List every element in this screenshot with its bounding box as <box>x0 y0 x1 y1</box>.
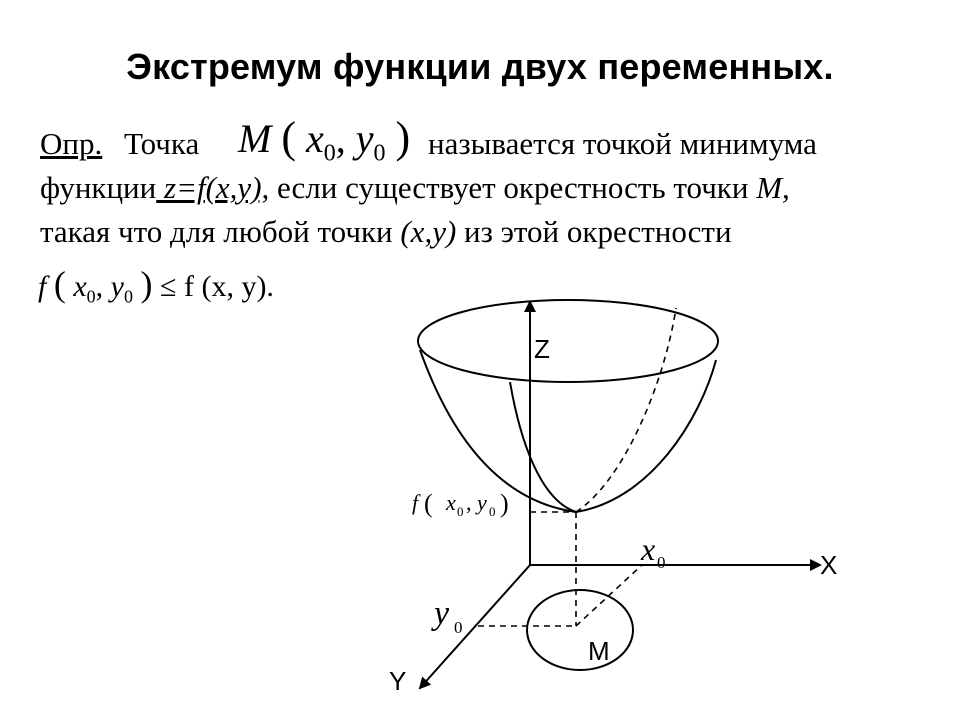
f-y: y <box>477 490 487 515</box>
paraboloid-rim <box>418 300 718 382</box>
neighbourhood-ellipse <box>527 590 633 670</box>
f-comma: , <box>466 490 472 515</box>
point-M-letter: M <box>238 116 272 161</box>
ineq-y: y <box>110 270 124 303</box>
z-axis-label: Z <box>534 334 550 364</box>
ineq-x-sub: 0 <box>86 286 96 307</box>
ineq-f: f <box>38 270 47 303</box>
x0-sub: 0 <box>657 553 666 572</box>
inequality: f ( $x_0$, $y_0$ ) ≤ f (x, y). <box>38 264 274 307</box>
y0-letter: y <box>434 595 450 632</box>
f-value-label <box>412 489 509 519</box>
y-axis-label: Y <box>389 666 407 696</box>
line2-function: z=f(x,y), <box>156 170 270 205</box>
line3-xy: (x,y) <box>400 214 457 249</box>
line2-M: M, <box>756 170 790 205</box>
f-open-paren: ( <box>424 489 433 518</box>
point-M-y-sub: 0 <box>373 140 386 167</box>
ineq-y-sub: 0 <box>124 286 133 307</box>
line2-word: функции <box>40 170 157 205</box>
point-M-label: M <box>588 636 610 666</box>
point-M-y: y <box>355 116 374 161</box>
f-x-sub: 0 <box>457 504 464 519</box>
point-word: Точка <box>124 126 200 161</box>
ineq-rest: ≤ f (x, y). <box>160 270 274 303</box>
f-x: x <box>446 490 456 515</box>
f-close-paren: ) <box>500 489 509 518</box>
point-M-comma: , <box>335 116 346 161</box>
y0-label <box>431 595 463 637</box>
x0-letter: x <box>641 531 656 567</box>
definition-label: Опр. <box>40 126 103 161</box>
line3-rest: из этой окрестности <box>456 214 732 249</box>
point-M-x: x <box>305 116 324 161</box>
slide-title: Экстремум функции двух переменных. <box>126 46 834 87</box>
paraboloid-back-curve <box>576 308 676 512</box>
paraboloid-left-side <box>420 350 576 512</box>
x0-label <box>640 531 666 572</box>
y0-sub: 0 <box>454 618 463 637</box>
f-letter: f <box>412 490 419 515</box>
point-M-formula: M ( $x_0$, $y_0$ ) <box>238 113 411 167</box>
ineq-x: x <box>73 270 87 303</box>
line3-start: такая что для любой точки <box>40 214 401 249</box>
x-axis-label: X <box>820 550 838 580</box>
paraboloid-right-side <box>576 360 716 512</box>
point-M-x-sub: 0 <box>323 140 336 167</box>
line2-rest: если существует окрестность точки <box>269 170 757 205</box>
line1-rest: называется точкой минимума <box>428 126 817 161</box>
f-y-sub: 0 <box>489 504 496 519</box>
